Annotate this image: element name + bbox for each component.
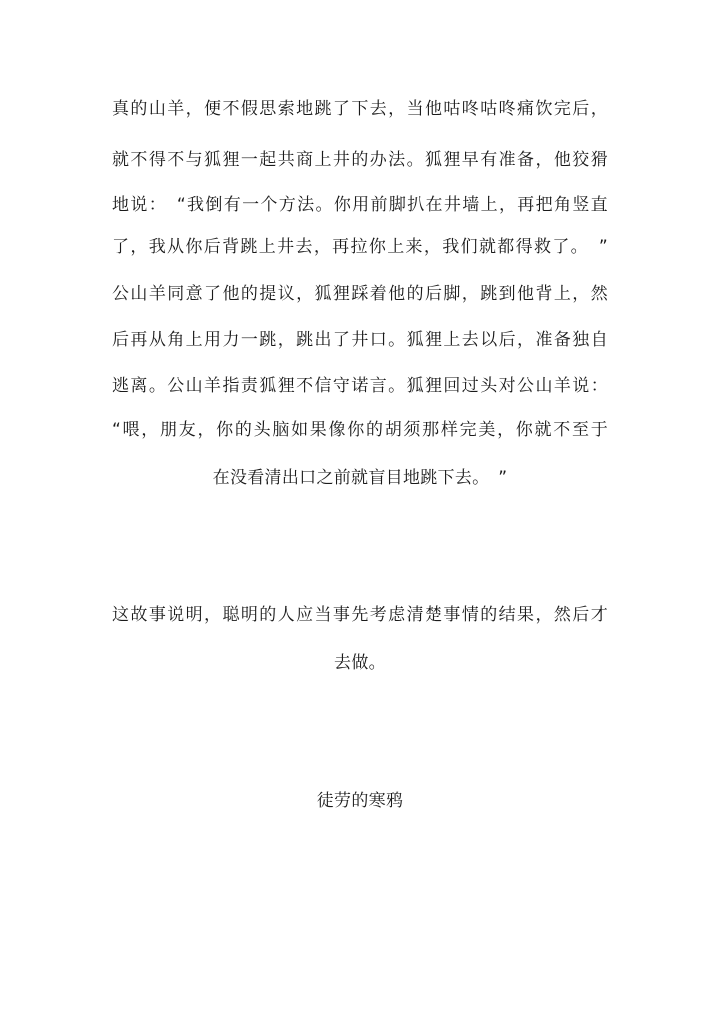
moral-line-2: 去做。 [334,653,386,673]
story-line-2: 就不得不与狐狸一起共商上井的办法。狐狸早有准备，他狡猾 [112,150,608,170]
story-line-6: 后再从角上用力一跳，跳出了井口。狐狸上去以后，准备独自 [112,330,608,350]
story-line-1: 真的山羊，便不假思索地跳了下去，当他咕咚咕咚痛饮完后， [112,99,608,119]
story-line-3: 地说： “我倒有一个方法。你用前脚扒在井墙上，再把角竖直 [112,195,608,215]
story-line-4: 了，我从你后背跳上井去，再拉你上来，我们就都得救了。 ” [112,237,608,257]
story-line-8: “喂，朋友，你的头脑如果像你的胡须那样完美，你就不至于 [112,420,608,440]
next-story-title: 徒劳的寒鸦 [316,791,404,811]
story-line-5: 公山羊同意了他的提议，狐狸踩着他的后脚，跳到他背上，然 [112,284,608,304]
moral-line-1: 这故事说明，聪明的人应当事先考虑清楚事情的结果，然后才 [112,605,608,625]
story-line-7: 逃离。公山羊指责狐狸不信守诺言。狐狸回过头对公山羊说： [112,376,608,396]
story-line-9: 在没看清出口之前就盲目地跳下去。 ” [212,468,508,488]
